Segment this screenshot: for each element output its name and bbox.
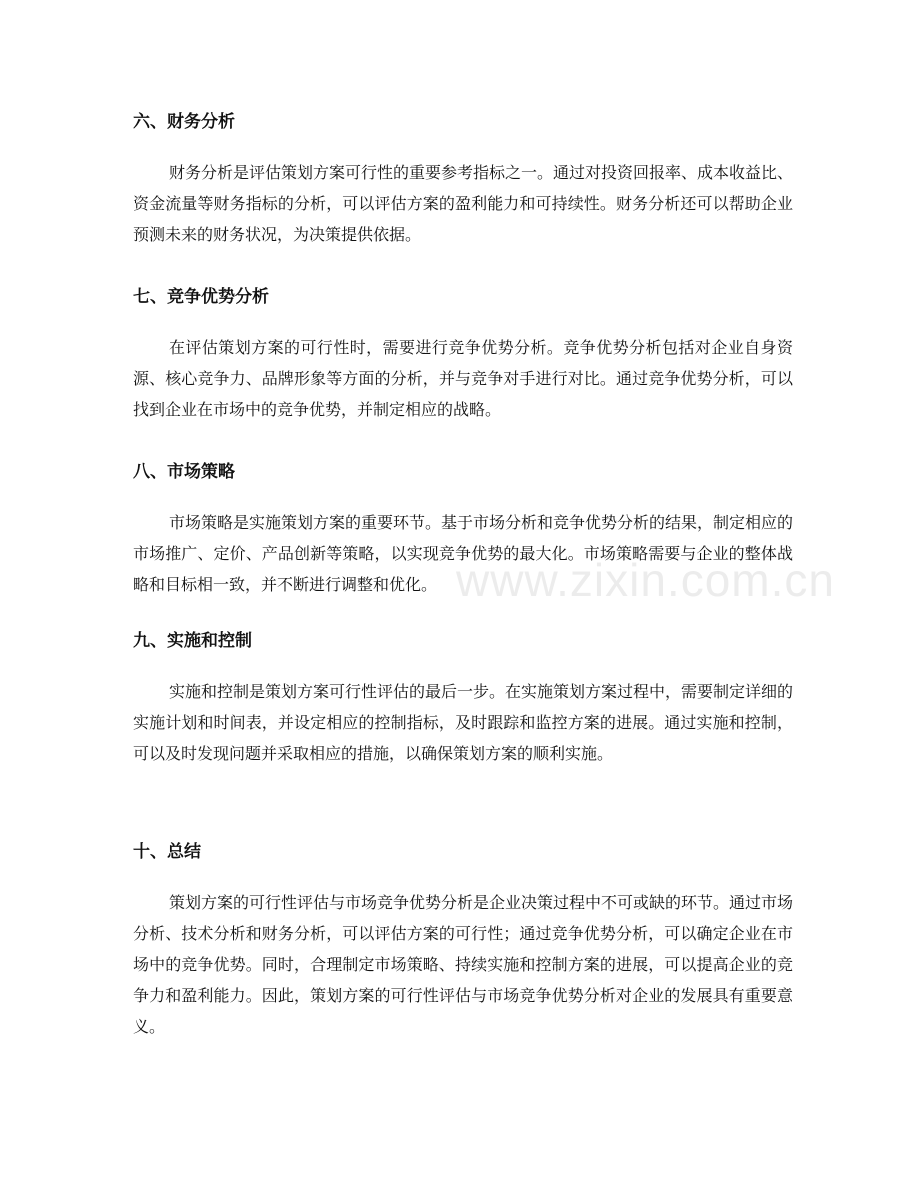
section-market-strategy <box>133 461 793 600</box>
section-heading: 七、竞争优势分析 <box>133 287 269 307</box>
section-heading: 十、总结 <box>133 842 201 862</box>
section-paragraph: 财务分析是评估策划方案可行性的重要参考指标之一。通过对投资回报率、成本收益比、资金流量等财务指标的分析，可以评估方案的盈利能力和可持续性。财务分析还可以帮助企业预测未来的财务状况，为决策提供依据。 <box>133 163 794 244</box>
section-implementation-control <box>133 630 793 769</box>
section-heading: 六、财务分析 <box>133 112 235 132</box>
watermark: www.zixin.com.cn <box>456 554 835 606</box>
section-paragraph: 策划方案的可行性评估与市场竞争优势分析是企业决策过程中不可或缺的环节。通过市场分析、技术分析和财务分析，可以评估方案的可行性；通过竞争优势分析，可以确定企业在市场中的竞争优势。同时，合理制定市场策略、持续实施和控制方案的进展，可以提高企业的竞争力和盈利能力。因此，策划方案的可行性评估与市场竞争优势分析对企业的发展具有重要意义。 <box>133 893 794 1036</box>
section-paragraph: 实施和控制是策划方案可行性评估的最后一步。在实施策划方案过程中，需要制定详细的实施计划和时间表，并设定相应的控制指标，及时跟踪和监控方案的进展。通过实施和控制，可以及时发现问题并采取相应的措施，以确保策划方案的顺利实施。 <box>133 682 794 763</box>
section-competitive-advantage <box>133 286 793 425</box>
section-heading: 八、市场策略 <box>133 462 235 482</box>
section-paragraph: 在评估策划方案的可行性时，需要进行竞争优势分析。竞争优势分析包括对企业自身资源、核心竞争力、品牌形象等方面的分析，并与竞争对手进行对比。通过竞争优势分析，可以找到企业在市场中的竞争优势，并制定相应的战略。 <box>133 338 793 419</box>
section-heading: 九、实施和控制 <box>133 631 252 651</box>
section-paragraph: 市场策略是实施策划方案的重要环节。基于市场分析和竞争优势分析的结果，制定相应的市场推广、定价、产品创新等策略，以实现竞争优势的最大化。市场策略需要与企业的整体战略和目标相一致，并不断进行调整和优化。 <box>133 513 794 594</box>
section-summary <box>133 841 793 1042</box>
section-financial-analysis <box>133 111 793 250</box>
